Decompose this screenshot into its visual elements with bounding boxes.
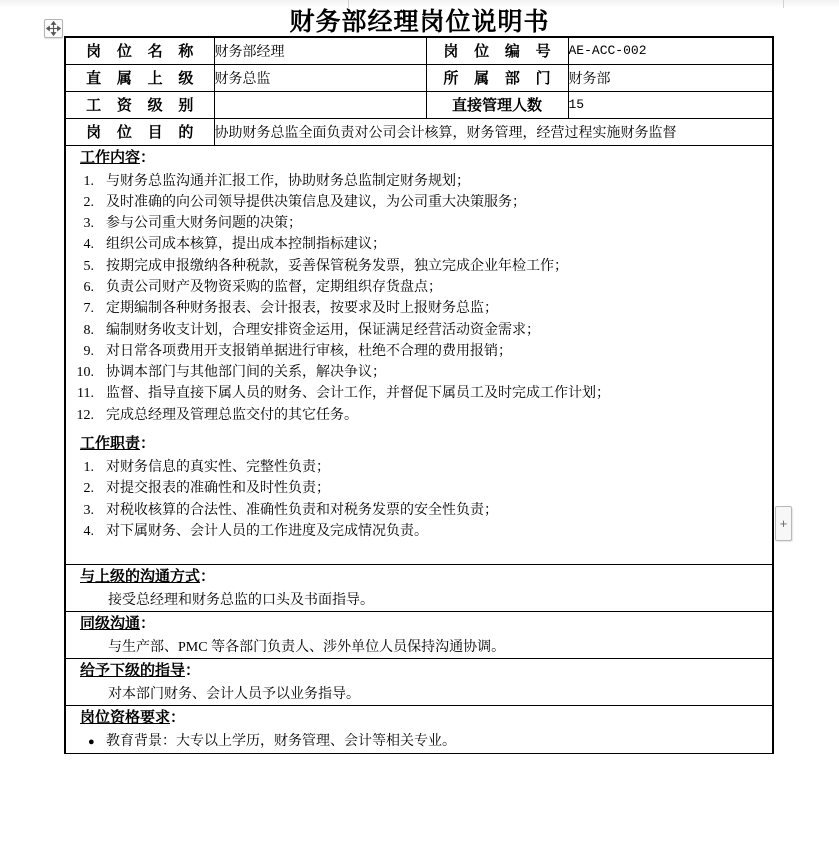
field-label-direct-reports: 直接管理人数 bbox=[426, 91, 568, 118]
list-item: 1. 与财务总监沟通并汇报工作，协助财务总监制定财务规划； bbox=[83, 173, 470, 189]
field-label-position-name: 岗 位 名 称 bbox=[65, 37, 214, 64]
section-heading-work-content: 工作内容： bbox=[80, 149, 156, 166]
field-value-position-code[interactable]: AE-ACC-002 bbox=[568, 37, 773, 64]
list-item: 6. 负责公司财产及物资采购的监督，定期组织存货盘点； bbox=[83, 279, 442, 295]
table-row bbox=[65, 37, 773, 64]
list-item: 7. 定期编制各种财务报表、会计报表，按要求及时上报财务总监； bbox=[83, 301, 498, 317]
insert-row-button[interactable] bbox=[775, 506, 792, 541]
move-cross-icon bbox=[45, 20, 62, 37]
plus-icon: + bbox=[779, 516, 788, 531]
section-trailing-space bbox=[66, 542, 772, 564]
section-heading-peer-communication: 同级沟通： bbox=[80, 616, 156, 633]
list-item: 3. 对税收核算的合法性、准确性负责和对税务发票的安全性负责； bbox=[83, 502, 498, 518]
section-cell-upward-communication bbox=[65, 565, 773, 612]
table-row bbox=[65, 118, 773, 145]
field-label-department: 所 属 部 门 bbox=[426, 64, 568, 91]
list-item: 12. 完成总经理及管理总监交付的其它任务。 bbox=[76, 407, 358, 423]
list-item: 4. 对下属财务、会计人员的工作进度及完成情况负责。 bbox=[83, 523, 428, 539]
field-label-position-purpose: 岗 位 目 的 bbox=[65, 118, 214, 145]
section-heading-upward-communication: 与上级的沟通方式： bbox=[80, 569, 216, 586]
list-item: 4. 组织公司成本核算，提出成本控制指标建议； bbox=[83, 237, 386, 253]
table-row bbox=[65, 64, 773, 91]
work-content-list bbox=[66, 171, 772, 427]
section-cell-peer-communication bbox=[65, 612, 773, 659]
page-title: 财务部经理岗位说明书 bbox=[289, 9, 550, 36]
section-heading-work-responsibility: 工作职责： bbox=[80, 436, 156, 453]
section-heading-qualifications: 岗位资格要求： bbox=[80, 710, 186, 727]
section-cell-qualifications bbox=[65, 706, 773, 754]
table-row bbox=[65, 91, 773, 118]
table-row bbox=[65, 145, 773, 565]
work-responsibility-list bbox=[66, 457, 772, 542]
field-value-salary-grade[interactable] bbox=[214, 91, 426, 118]
field-value-position-purpose[interactable]: 协助财务总监全面负责对公司会计核算，财务管理，经营过程实施财务监督 bbox=[214, 118, 773, 145]
list-item: 5. 按期完成申报缴纳各种税款，妥善保管税务发票，独立完成企业年检工作； bbox=[83, 258, 568, 274]
list-item: 2. 对提交报表的准确性和及时性负责； bbox=[83, 481, 330, 497]
field-value-position-name[interactable]: 财务部经理 bbox=[214, 37, 426, 64]
list-item: 1. 对财务信息的真实性、完整性负责； bbox=[83, 460, 330, 476]
field-value-direct-reports[interactable]: 15 bbox=[568, 91, 773, 118]
list-item: 10. 协调本部门与其他部门间的关系，解决争议； bbox=[76, 365, 386, 381]
list-item: ● 教育背景：大专以上学历，财务管理、会计等相关专业。 bbox=[66, 731, 772, 753]
table-row bbox=[65, 565, 773, 612]
section-heading-downward-guidance: 给予下级的指导： bbox=[80, 663, 201, 680]
list-item: 9. 对日常各项费用开支报销单据进行审核，杜绝不合理的费用报销； bbox=[83, 343, 512, 359]
table-row bbox=[65, 706, 773, 754]
list-item: 11. 监督、指导直接下属人员的财务、会计工作，并督促下属员工及时完成工作计划； bbox=[77, 386, 610, 402]
table-move-handle[interactable] bbox=[44, 19, 63, 38]
bullet-icon: ● bbox=[88, 736, 95, 749]
section-cell-duties bbox=[65, 145, 773, 565]
table-row bbox=[65, 659, 773, 706]
list-item: 2. 及时准确的向公司领导提供决策信息及建议，为公司重大决策服务； bbox=[83, 194, 526, 210]
list-item: 8. 编制财务收支计划，合理安排资金运用，保证满足经营活动资金需求； bbox=[83, 322, 540, 338]
qualifications-list bbox=[66, 731, 772, 753]
section-cell-downward-guidance bbox=[65, 659, 773, 706]
field-value-department[interactable]: 财务部 bbox=[568, 64, 773, 91]
job-description-table bbox=[64, 36, 774, 754]
peer-communication-text: 与生产部、PMC 等各部门负责人、涉外单位人员保持沟通协调。 bbox=[108, 640, 506, 656]
field-label-direct-superior: 直 属 上 级 bbox=[65, 64, 214, 91]
downward-guidance-text: 对本部门财务、会计人员予以业务指导。 bbox=[108, 687, 360, 703]
field-label-position-code: 岗 位 编 号 bbox=[426, 37, 568, 64]
field-value-direct-superior[interactable]: 财务总监 bbox=[214, 64, 426, 91]
upward-communication-text: 接受总经理和财务总监的口头及书面指导。 bbox=[108, 593, 374, 609]
table-row bbox=[65, 612, 773, 659]
field-label-salary-grade: 工 资 级 别 bbox=[65, 91, 214, 118]
list-item: 3. 参与公司重大财务问题的决策； bbox=[83, 216, 302, 232]
table-body bbox=[65, 37, 773, 754]
